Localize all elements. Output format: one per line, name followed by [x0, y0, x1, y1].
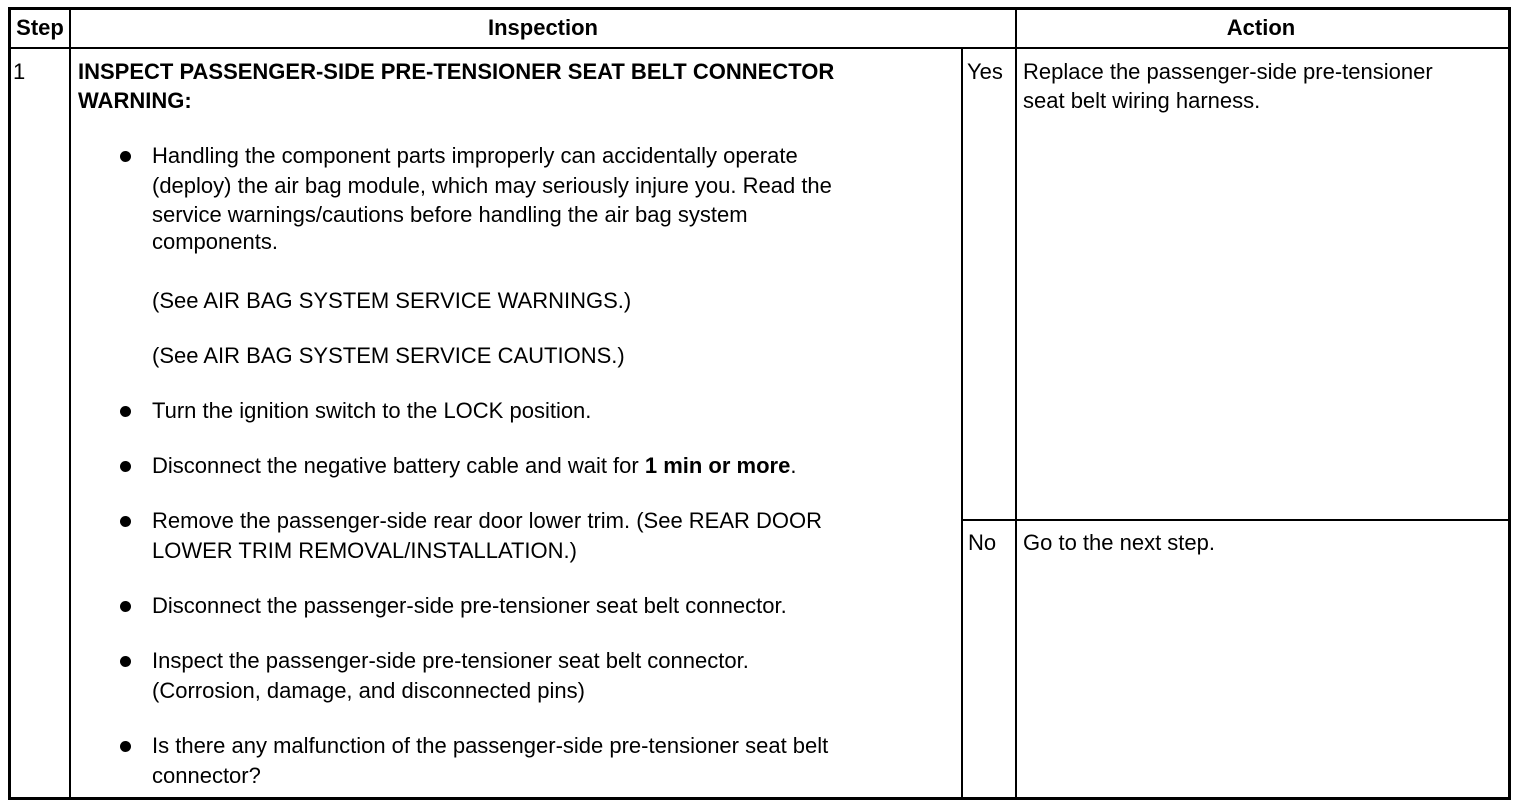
step-ignition: Turn the ignition switch to the LOCK position. — [152, 398, 592, 423]
step-remove-trim: Remove the passenger-side rear door lower trim. (See REAR DOOR — [152, 508, 823, 533]
step-inspect-connector: Inspect the passenger-side pre-tensioner seat belt connector. — [152, 648, 749, 673]
step-inspect-connector-cont: (Corrosion, damage, and disconnected pins) — [152, 678, 585, 703]
action-yes-cont: seat belt wiring harness. — [1023, 88, 1261, 113]
header-step: Step — [16, 15, 64, 40]
warning-line: components. — [152, 229, 278, 254]
warning-line: (deploy) the air bag module, which may seriously injure you. Read the — [152, 173, 832, 198]
see-warnings-reference: (See AIR BAG SYSTEM SERVICE WARNINGS.) — [152, 288, 632, 313]
step-remove-trim-cont: LOWER TRIM REMOVAL/INSTALLATION.) — [152, 538, 577, 563]
bullet-dot-icon — [120, 406, 131, 417]
battery-text-end: . — [790, 453, 797, 478]
warning-line: Handling the component parts improperly can accidentally operate — [152, 143, 798, 168]
battery-text: Disconnect the negative battery cable and wait for — [152, 453, 645, 478]
result-divider — [961, 519, 1508, 521]
step-number: 1 — [13, 59, 26, 84]
bullet-dot-icon — [120, 601, 131, 612]
col-divider-answer — [961, 48, 963, 797]
bullet-dot-icon — [120, 461, 131, 472]
bullet-dot-icon — [120, 151, 131, 162]
action-yes: Replace the passenger-side pre-tensioner — [1023, 59, 1433, 84]
col-divider-step — [69, 7, 71, 797]
step-disconnect-connector: Disconnect the passenger-side pre-tensioner seat belt connector. — [152, 593, 787, 618]
bullet-dot-icon — [120, 516, 131, 527]
answer-no: No — [968, 530, 997, 555]
header-inspection: Inspection — [487, 15, 598, 40]
answer-yes: Yes — [967, 59, 1003, 84]
inspection-question: Is there any malfunction of the passenger-side pre-tensioner seat belt — [152, 733, 829, 758]
warning-label: WARNING: — [78, 88, 192, 113]
battery-wait-time: 1 min or more — [644, 453, 791, 478]
inspection-title: INSPECT PASSENGER-SIDE PRE-TENSIONER SEAT BELT CONNECTOR — [78, 59, 835, 84]
inspection-question-cont: connector? — [152, 763, 261, 788]
bullet-dot-icon — [120, 656, 131, 667]
see-cautions-reference: (See AIR BAG SYSTEM SERVICE CAUTIONS.) — [152, 343, 625, 368]
header-action: Action — [1226, 15, 1296, 40]
col-divider-action — [1015, 7, 1017, 797]
warning-line: service warnings/cautions before handling the air bag system — [152, 202, 748, 227]
step-battery — [152, 451, 796, 480]
header-divider — [8, 47, 1508, 49]
bullet-dot-icon — [120, 741, 131, 752]
action-no: Go to the next step. — [1023, 530, 1216, 555]
